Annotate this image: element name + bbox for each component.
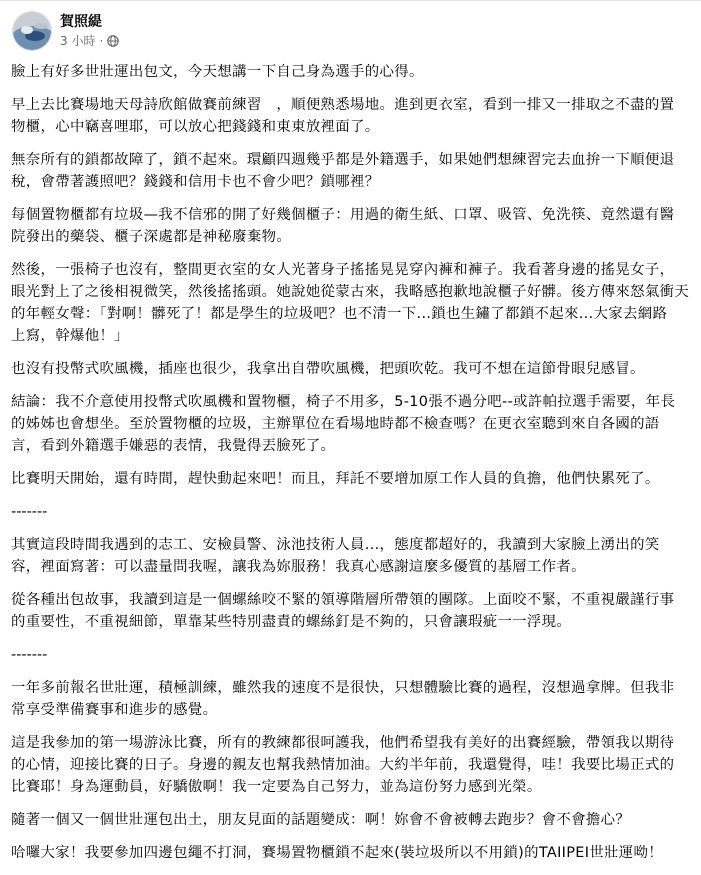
post-subline: [60, 33, 119, 49]
paragraph-10: 從各種出包故事，我讀到這是一個螺絲咬不緊的領導階層所帶領的團隊。上面咬不緊，不重視嚴謹行事 的重要性，不重視細節，單靠某些特別盡責的螺絲釘是不夠的，只會讓瑕疵一一浮現。: [11, 592, 675, 630]
paragraph-1: 臉上有好多世壯運出包文，今天想講一下自己身為選手的心得。: [11, 64, 424, 80]
author-name[interactable]: 賀照緹: [60, 14, 102, 30]
post-meta: [60, 13, 119, 49]
post-body: [11, 61, 691, 875]
paragraph-4: 每個置物櫃都有垃圾—我不信邪的開了好幾個櫃子：用過的衛生紙、口罩、吸管、免洗筷、竟然還有醫 院發出的藥袋、櫃子深處都是神秘廢棄物。: [11, 207, 675, 245]
paragraph-11: 一年多前報名世壯運，積極訓練，雖然我的速度不是很快，只想體驗比賽的過程，沒想過拿牌。但我非 常享受準備賽事和進步的感覺。: [11, 680, 675, 718]
paragraph-7: 結論：我不介意使用投幣式吹風機和置物櫃，椅子不用多，5-10張不過分吧--或許帕拉選手需要，年長 的姊姊也會想坐。至於置物櫃的垃圾，主辦單位在看場地時都不檢查嗎？在更衣室聽到來自各國的語 言，看到外籍選手嫌惡的表情，我覺得丟臉死了。: [11, 394, 676, 454]
paragraph-12: 這是我參加的第一場游泳比賽，所有的教練都很呵護我，他們希望我有美好的出賽經驗，帶領我以期待 的心情，迎接比賽的日子。身邊的親友也幫我熱情加油。大約半年前，我還覺得，哇！我要比場正式的 比賽耶！身為運動員，好驕傲啊！我一定要為自己努力，並為這份努力感到光榮。: [11, 735, 675, 795]
paragraph-14: 哈囉大家！我要參加四邊包繩不打洞，賽場置物櫃鎖不起來(裝垃圾所以不用鎖)的TAIIPEI世壯運呦！: [11, 845, 664, 861]
section-separator: -------: [11, 504, 48, 520]
paragraph-5: 然後，一張椅子也沒有，整間更衣室的女人光著身子搖搖晃晃穿內褲和褲子。我看著身邊的搖晃女子， 眼光對上了之後相視微笑，然後搖搖頭。她說她從蒙古來，我略感抱歉地說櫃子好髒。後方傳來怒氣衝天 的年輕女聲：「對啊！髒死了！都是學生的垃圾吧？也不清一下...鎖也生鏽了都鎖不起來...大家去網路 上寫，幹爆他！」: [11, 262, 690, 344]
paragraph-8: 比賽明天開始，還有時間，趕快動起來吧！而且，拜託不要增加原工作人員的負擔，他們快累死了。: [11, 471, 660, 487]
post-header: [12, 9, 119, 53]
globe-icon: [107, 35, 119, 47]
author-avatar[interactable]: [12, 11, 52, 51]
paragraph-13: 隨著一個又一個世壯運包出土，朋友見面的話題變成：啊！妳會不會被轉去跑步？會不會擔心？: [11, 812, 631, 828]
section-separator: -------: [11, 647, 48, 663]
paragraph-6: 也沒有投幣式吹風機，插座也很少，我拿出自帶吹風機，把頭吹乾。我可不想在這節骨眼兒感冒。: [11, 361, 645, 377]
paragraph-3: 無奈所有的鎖都故障了，鎖不起來。環顧四週幾乎都是外籍選手，如果她們想練習完去血拚一下順便退 稅，會帶著護照吧？錢錢和信用卡也不會少吧？鎖哪裡？: [11, 152, 675, 190]
paragraph-2: 早上去比賽場地天母詩欣館做賽前練習 ，順便熟悉場地。進到更衣室，看到一排又一排取之不盡的置 物櫃，心中竊喜哩耶，可以放心把錢錢和東東放裡面了。: [11, 97, 675, 135]
post-timestamp[interactable]: 3 小時: [60, 34, 96, 48]
paragraph-9: 其實這段時間我遇到的志工、安檢員警、泳池技術人員...，態度都超好的，我讀到大家臉上湧出的笑 容，裡面寫著：可以盡量問我喔，讓我為妳服務！我真心感謝這麼多優質的基層工作者。: [11, 537, 660, 575]
separator-dot: ·: [99, 34, 104, 48]
